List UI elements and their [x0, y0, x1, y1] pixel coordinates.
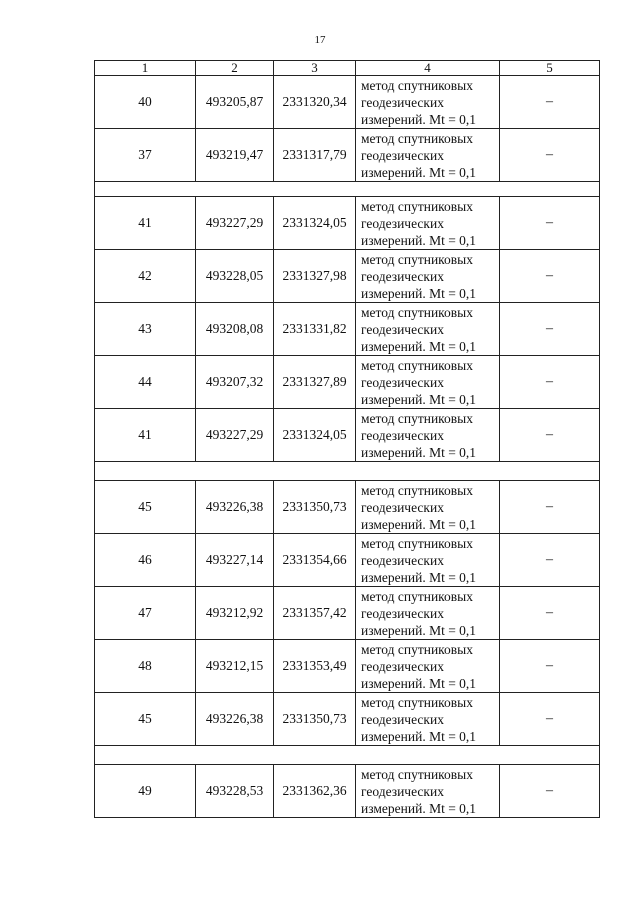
- method-text-line: геодезических: [361, 427, 444, 443]
- column-header: 2: [196, 61, 274, 76]
- x-coordinate-cell: 493212,15: [196, 640, 274, 693]
- method-text-line: метод спутниковых: [361, 251, 473, 267]
- x-coordinate-cell: 493227,14: [196, 534, 274, 587]
- method-text-line: измерений. Mt = 0,1: [361, 516, 477, 532]
- x-coordinate-cell: 493212,92: [196, 587, 274, 640]
- column-header: 5: [500, 61, 600, 76]
- method-text-line: измерений. Mt = 0,1: [361, 111, 477, 127]
- table-row: [95, 129, 600, 182]
- y-coordinate-cell: 2331354,66: [274, 534, 356, 587]
- y-coordinate-cell: 2331324,05: [274, 409, 356, 462]
- point-number-cell: 37: [95, 129, 196, 182]
- point-number-cell: 48: [95, 640, 196, 693]
- note-cell: –: [500, 129, 600, 182]
- coordinates-table-body: [95, 61, 600, 818]
- method-cell: [356, 481, 500, 534]
- note-cell: –: [500, 534, 600, 587]
- method-text-line: измерений. Mt = 0,1: [361, 164, 477, 180]
- note-cell: –: [500, 640, 600, 693]
- table-row: [95, 765, 600, 818]
- method-text-line: измерений. Mt = 0,1: [361, 285, 477, 301]
- x-coordinate-cell: 493227,29: [196, 409, 274, 462]
- point-number-cell: 42: [95, 250, 196, 303]
- x-coordinate-cell: 493207,32: [196, 356, 274, 409]
- method-cell: [356, 303, 500, 356]
- x-coordinate-cell: 493226,38: [196, 693, 274, 746]
- table-row: [95, 640, 600, 693]
- group-separator-row: [95, 462, 600, 481]
- x-coordinate-cell: 493228,05: [196, 250, 274, 303]
- method-text-line: геодезических: [361, 268, 444, 284]
- method-text-line: метод спутниковых: [361, 535, 473, 551]
- table-header-row: [95, 61, 600, 76]
- y-coordinate-cell: 2331362,36: [274, 765, 356, 818]
- method-text-line: метод спутниковых: [361, 130, 473, 146]
- y-coordinate-cell: 2331350,73: [274, 481, 356, 534]
- method-text-line: метод спутниковых: [361, 304, 473, 320]
- y-coordinate-cell: 2331353,49: [274, 640, 356, 693]
- method-text-line: измерений. Mt = 0,1: [361, 338, 477, 354]
- method-cell: [356, 197, 500, 250]
- method-cell: [356, 587, 500, 640]
- x-coordinate-cell: 493208,08: [196, 303, 274, 356]
- method-cell: [356, 250, 500, 303]
- method-text-line: метод спутниковых: [361, 77, 473, 93]
- column-header: 3: [274, 61, 356, 76]
- method-cell: [356, 76, 500, 129]
- column-header: 1: [95, 61, 196, 76]
- x-coordinate-cell: 493228,53: [196, 765, 274, 818]
- method-cell: [356, 640, 500, 693]
- note-cell: –: [500, 197, 600, 250]
- page-number: 17: [314, 34, 326, 46]
- y-coordinate-cell: 2331357,42: [274, 587, 356, 640]
- table-row: [95, 693, 600, 746]
- table-row: [95, 250, 600, 303]
- method-text-line: геодезических: [361, 783, 444, 799]
- y-coordinate-cell: 2331327,98: [274, 250, 356, 303]
- point-number-cell: 49: [95, 765, 196, 818]
- note-cell: –: [500, 356, 600, 409]
- method-text-line: геодезических: [361, 499, 444, 515]
- point-number-cell: 41: [95, 197, 196, 250]
- method-text-line: измерений. Mt = 0,1: [361, 232, 477, 248]
- point-number-cell: 47: [95, 587, 196, 640]
- group-separator-row: [95, 182, 600, 197]
- separator-cell: [95, 182, 600, 197]
- coordinates-table: [94, 60, 600, 818]
- y-coordinate-cell: 2331350,73: [274, 693, 356, 746]
- method-text-line: метод спутниковых: [361, 641, 473, 657]
- note-cell: –: [500, 765, 600, 818]
- method-cell: [356, 534, 500, 587]
- point-number-cell: 43: [95, 303, 196, 356]
- table-row: [95, 76, 600, 129]
- method-text-line: измерений. Mt = 0,1: [361, 569, 477, 585]
- method-text-line: геодезических: [361, 94, 444, 110]
- note-cell: –: [500, 587, 600, 640]
- method-text-line: измерений. Mt = 0,1: [361, 800, 477, 816]
- point-number-cell: 40: [95, 76, 196, 129]
- method-text-line: метод спутниковых: [361, 588, 473, 604]
- y-coordinate-cell: 2331327,89: [274, 356, 356, 409]
- method-text-line: метод спутниковых: [361, 357, 473, 373]
- group-separator-row: [95, 746, 600, 765]
- method-text-line: метод спутниковых: [361, 766, 473, 782]
- method-text-line: измерений. Mt = 0,1: [361, 728, 477, 744]
- point-number-cell: 46: [95, 534, 196, 587]
- x-coordinate-cell: 493226,38: [196, 481, 274, 534]
- method-text-line: геодезических: [361, 658, 444, 674]
- note-cell: –: [500, 250, 600, 303]
- table-row: [95, 409, 600, 462]
- method-cell: [356, 765, 500, 818]
- table-row: [95, 303, 600, 356]
- method-cell: [356, 409, 500, 462]
- note-cell: –: [500, 693, 600, 746]
- method-text-line: метод спутниковых: [361, 694, 473, 710]
- method-cell: [356, 693, 500, 746]
- y-coordinate-cell: 2331331,82: [274, 303, 356, 356]
- y-coordinate-cell: 2331324,05: [274, 197, 356, 250]
- separator-cell: [95, 462, 600, 481]
- y-coordinate-cell: 2331317,79: [274, 129, 356, 182]
- y-coordinate-cell: 2331320,34: [274, 76, 356, 129]
- point-number-cell: 41: [95, 409, 196, 462]
- x-coordinate-cell: 493205,87: [196, 76, 274, 129]
- note-cell: –: [500, 303, 600, 356]
- method-text-line: метод спутниковых: [361, 410, 473, 426]
- method-text-line: измерений. Mt = 0,1: [361, 675, 477, 691]
- method-text-line: измерений. Mt = 0,1: [361, 444, 477, 460]
- column-header: 4: [356, 61, 500, 76]
- point-number-cell: 45: [95, 481, 196, 534]
- method-cell: [356, 129, 500, 182]
- note-cell: –: [500, 76, 600, 129]
- table-row: [95, 534, 600, 587]
- separator-cell: [95, 746, 600, 765]
- table-row: [95, 587, 600, 640]
- method-text-line: геодезических: [361, 374, 444, 390]
- method-text-line: метод спутниковых: [361, 198, 473, 214]
- method-cell: [356, 356, 500, 409]
- x-coordinate-cell: 493227,29: [196, 197, 274, 250]
- point-number-cell: 44: [95, 356, 196, 409]
- table-row: [95, 197, 600, 250]
- method-text-line: геодезических: [361, 605, 444, 621]
- table-row: [95, 481, 600, 534]
- note-cell: –: [500, 409, 600, 462]
- point-number-cell: 45: [95, 693, 196, 746]
- method-text-line: геодезических: [361, 215, 444, 231]
- method-text-line: геодезических: [361, 321, 444, 337]
- method-text-line: геодезических: [361, 147, 444, 163]
- table-row: [95, 356, 600, 409]
- method-text-line: геодезических: [361, 552, 444, 568]
- method-text-line: геодезических: [361, 711, 444, 727]
- method-text-line: метод спутниковых: [361, 482, 473, 498]
- x-coordinate-cell: 493219,47: [196, 129, 274, 182]
- note-cell: –: [500, 481, 600, 534]
- method-text-line: измерений. Mt = 0,1: [361, 622, 477, 638]
- method-text-line: измерений. Mt = 0,1: [361, 391, 477, 407]
